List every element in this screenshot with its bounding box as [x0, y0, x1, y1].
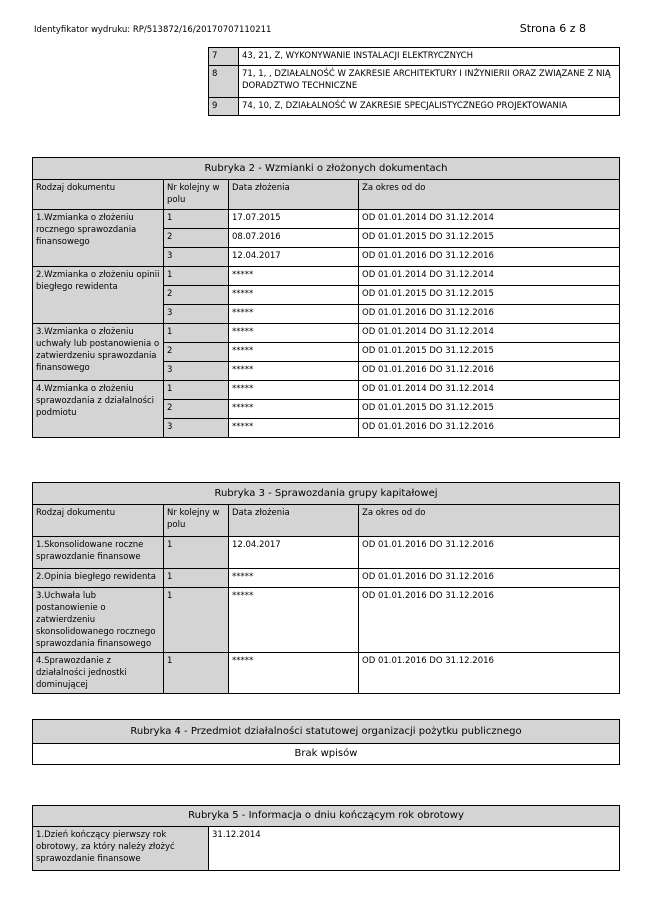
table-header-row: [33, 180, 620, 210]
period: OD 01.01.2016 DO 31.12.2016: [359, 305, 620, 324]
period: OD 01.01.2016 DO 31.12.2016: [359, 362, 620, 381]
seq-nr: 3: [164, 362, 229, 381]
filing-date: 17.07.2015: [229, 210, 359, 229]
rubryka-4-title: Rubryka 4 - Przedmiot działalności statutowej organizacji pożytku publicznego: [33, 720, 620, 744]
rubryka-4-table: [32, 719, 620, 765]
filing-date: 08.07.2016: [229, 229, 359, 248]
period: OD 01.01.2016 DO 31.12.2016: [359, 537, 620, 569]
seq-nr: 1: [164, 588, 229, 653]
seq-nr: 1: [164, 537, 229, 569]
document-type: 3.Uchwała lub postanowienie o zatwierdzeniu skonsolidowanego rocznego sprawozdania finansowego: [33, 588, 164, 653]
period: OD 01.01.2016 DO 31.12.2016: [359, 248, 620, 267]
table-header-row: [33, 505, 620, 537]
seq-nr: 1: [164, 267, 229, 286]
table-row: [33, 569, 620, 588]
table-row: [33, 588, 620, 653]
pkd-text: 43, 21, Z, WYKONYWANIE INSTALACJI ELEKTRYCZNYCH: [239, 48, 620, 66]
document-type: 4.Sprawozdanie z działalności jednostki dominującej: [33, 653, 164, 694]
period: OD 01.01.2016 DO 31.12.2016: [359, 419, 620, 438]
col-header: Nr kolejny w polu: [164, 180, 229, 210]
period: OD 01.01.2015 DO 31.12.2015: [359, 400, 620, 419]
period: OD 01.01.2016 DO 31.12.2016: [359, 653, 620, 694]
seq-nr: 2: [164, 229, 229, 248]
fiscal-year-value: 31.12.2014: [209, 827, 620, 871]
rubryka-3-table: [32, 482, 620, 694]
filing-date: *****: [229, 343, 359, 362]
seq-nr: 3: [164, 305, 229, 324]
seq-nr: 2: [164, 286, 229, 305]
col-header: Data złożenia: [229, 180, 359, 210]
filing-date: *****: [229, 569, 359, 588]
pkd-text: 74, 10, Z, DZIAŁALNOŚĆ W ZAKRESIE SPECJALISTYCZNEGO PROJEKTOWANIA: [239, 98, 620, 116]
period: OD 01.01.2015 DO 31.12.2015: [359, 229, 620, 248]
rubryka-5-table: [32, 805, 620, 871]
seq-nr: 1: [164, 381, 229, 400]
document-type: 1.Skonsolidowane roczne sprawozdanie finansowe: [33, 537, 164, 569]
seq-nr: 2: [164, 343, 229, 362]
col-header: Rodzaj dokumentu: [33, 505, 164, 537]
table-row: [33, 324, 620, 343]
pkd-nr: 7: [209, 48, 239, 66]
filing-date: *****: [229, 324, 359, 343]
period: OD 01.01.2016 DO 31.12.2016: [359, 588, 620, 653]
seq-nr: 1: [164, 653, 229, 694]
seq-nr: 1: [164, 569, 229, 588]
document-type: 2.Wzmianka o złożeniu opinii biegłego rewidenta: [33, 267, 164, 324]
col-header: Za okres od do: [359, 180, 620, 210]
filing-date: 12.04.2017: [229, 248, 359, 267]
print-identifier: Identyfikator wydruku: RP/513872/16/20170707110211: [34, 25, 272, 35]
pkd-table: [208, 47, 620, 116]
col-header: Za okres od do: [359, 505, 620, 537]
fiscal-year-label: 1.Dzień kończący pierwszy rok obrotowy, za który należy złożyć sprawozdanie finansowe: [33, 827, 209, 871]
table-row: [33, 653, 620, 694]
filing-date: *****: [229, 653, 359, 694]
filing-date: 12.04.2017: [229, 537, 359, 569]
filing-date: *****: [229, 286, 359, 305]
document-type: 2.Opinia biegłego rewidenta: [33, 569, 164, 588]
filing-date: *****: [229, 362, 359, 381]
period: OD 01.01.2014 DO 31.12.2014: [359, 324, 620, 343]
filing-date: *****: [229, 400, 359, 419]
document-type: 3.Wzmianka o złożeniu uchwały lub postanowienia o zatwierdzeniu sprawozdania finansowego: [33, 324, 164, 381]
rubryka-3-title: Rubryka 3 - Sprawozdania grupy kapitałowej: [33, 483, 620, 505]
pkd-nr: 9: [209, 98, 239, 116]
table-row: [33, 381, 620, 400]
document-type: 1.Wzmianka o złożeniu rocznego sprawozdania finansowego: [33, 210, 164, 267]
table-row: [209, 66, 620, 98]
seq-nr: 3: [164, 419, 229, 438]
period: OD 01.01.2014 DO 31.12.2014: [359, 267, 620, 286]
table-row: [209, 98, 620, 116]
table-row: [33, 827, 620, 871]
table-row: [33, 210, 620, 229]
table-row: [209, 48, 620, 66]
period: OD 01.01.2015 DO 31.12.2015: [359, 343, 620, 362]
rubryka-5-title: Rubryka 5 - Informacja o dniu kończącym rok obrotowy: [33, 806, 620, 827]
filing-date: *****: [229, 267, 359, 286]
filing-date: *****: [229, 588, 359, 653]
filing-date: *****: [229, 381, 359, 400]
seq-nr: 3: [164, 248, 229, 267]
col-header: Nr kolejny w polu: [164, 505, 229, 537]
no-entries: Brak wpisów: [33, 744, 620, 765]
filing-date: *****: [229, 305, 359, 324]
pkd-nr: 8: [209, 66, 239, 98]
col-header: Rodzaj dokumentu: [33, 180, 164, 210]
filing-date: *****: [229, 419, 359, 438]
table-row: [33, 267, 620, 286]
period: OD 01.01.2014 DO 31.12.2014: [359, 381, 620, 400]
seq-nr: 1: [164, 210, 229, 229]
rubryka-2-title: Rubryka 2 - Wzmianki o złożonych dokumentach: [33, 158, 620, 180]
table-row: [33, 537, 620, 569]
seq-nr: 2: [164, 400, 229, 419]
pkd-text: 71, 1, , DZIAŁALNOŚĆ W ZAKRESIE ARCHITEKTURY I INŻYNIERII ORAZ ZWIĄZANE Z NIĄ DORADZTWO TECHNICZNE: [239, 66, 620, 98]
col-header: Data złożenia: [229, 505, 359, 537]
period: OD 01.01.2015 DO 31.12.2015: [359, 286, 620, 305]
rubryka-2-table: [32, 157, 620, 438]
page-number: Strona 6 z 8: [519, 22, 586, 35]
seq-nr: 1: [164, 324, 229, 343]
period: OD 01.01.2014 DO 31.12.2014: [359, 210, 620, 229]
document-type: 4.Wzmianka o złożeniu sprawozdania z działalności podmiotu: [33, 381, 164, 438]
period: OD 01.01.2016 DO 31.12.2016: [359, 569, 620, 588]
